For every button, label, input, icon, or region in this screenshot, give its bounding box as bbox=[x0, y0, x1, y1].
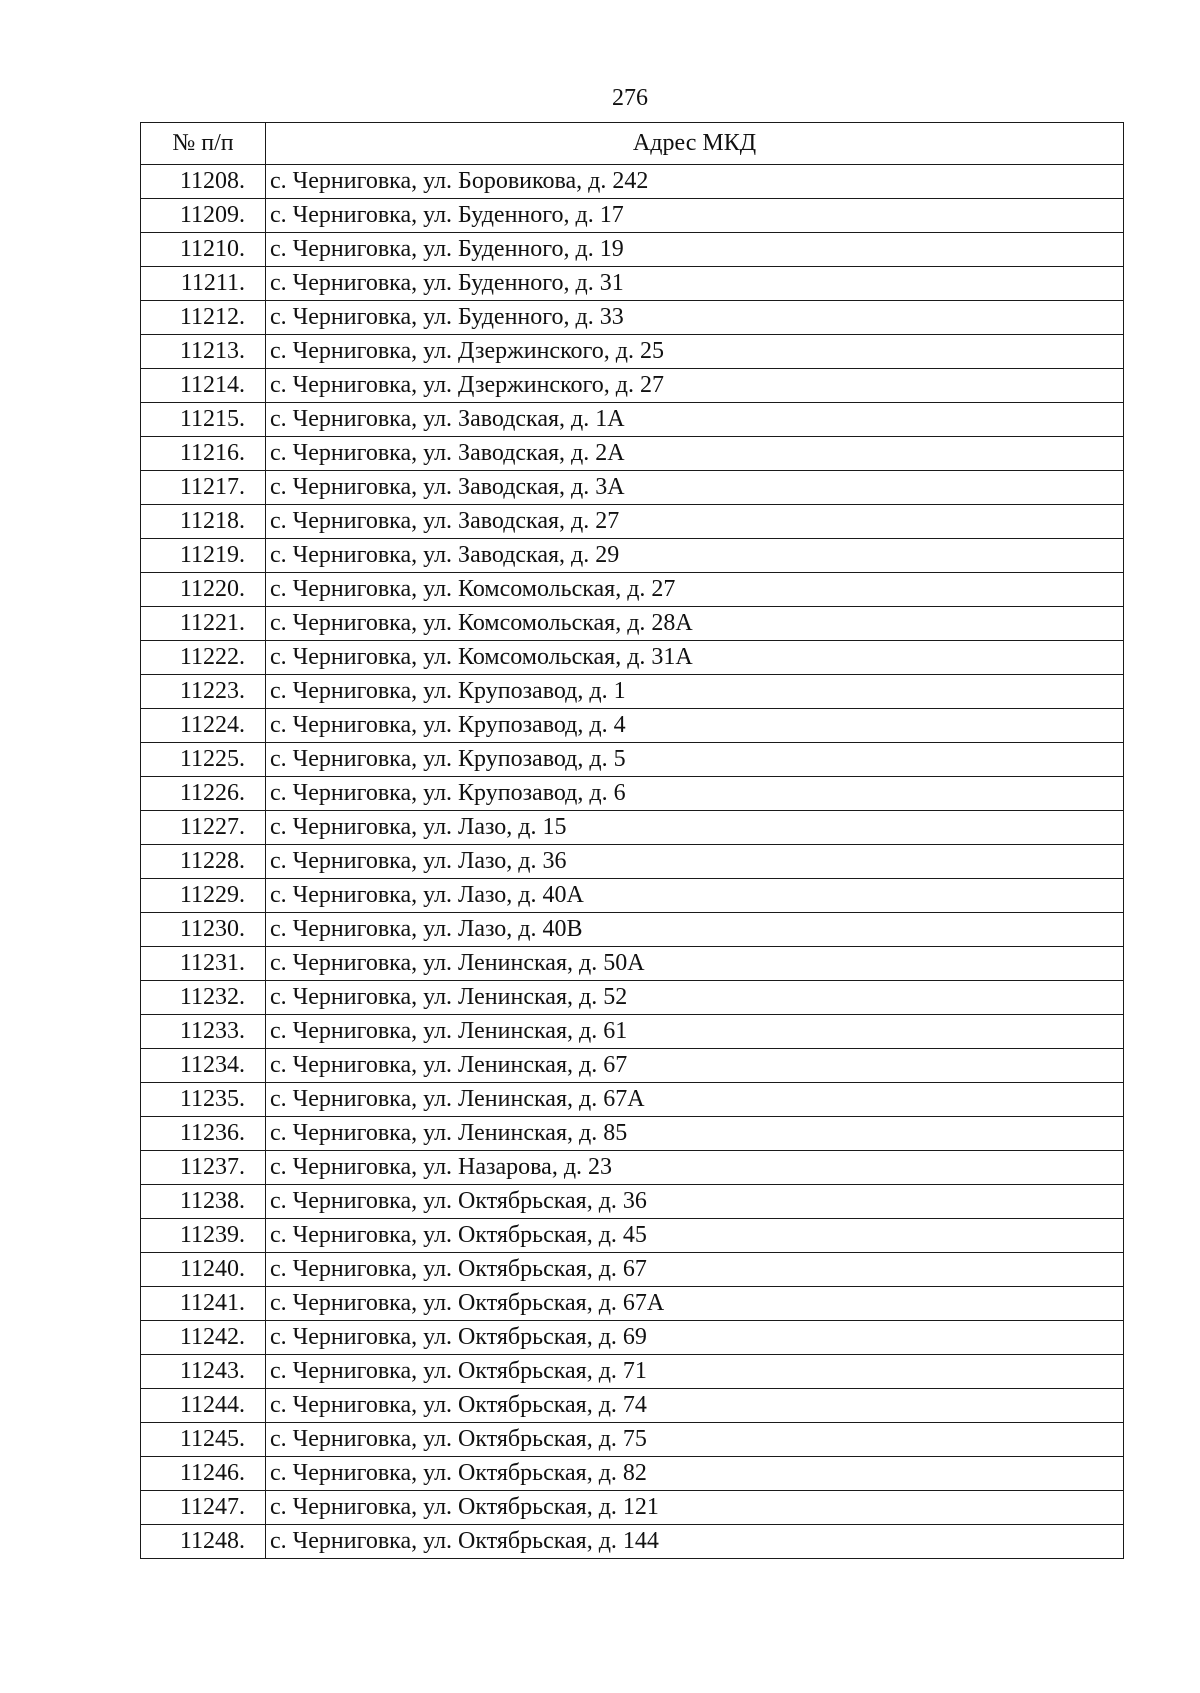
row-address: с. Черниговка, ул. Назарова, д. 23 bbox=[266, 1151, 1124, 1185]
row-number: 11216. bbox=[141, 437, 266, 471]
table-row bbox=[141, 1321, 1124, 1355]
row-number: 11241. bbox=[141, 1287, 266, 1321]
row-address: с. Черниговка, ул. Октябрьская, д. 45 bbox=[266, 1219, 1124, 1253]
table-row bbox=[141, 437, 1124, 471]
table-row bbox=[141, 267, 1124, 301]
table-row bbox=[141, 607, 1124, 641]
row-address: с. Черниговка, ул. Боровикова, д. 242 bbox=[266, 165, 1124, 199]
row-address: с. Черниговка, ул. Октябрьская, д. 67 bbox=[266, 1253, 1124, 1287]
row-address: с. Черниговка, ул. Ленинская, д. 67 bbox=[266, 1049, 1124, 1083]
row-address: с. Черниговка, ул. Дзержинского, д. 27 bbox=[266, 369, 1124, 403]
row-number: 11226. bbox=[141, 777, 266, 811]
row-number: 11219. bbox=[141, 539, 266, 573]
row-number: 11218. bbox=[141, 505, 266, 539]
table-row bbox=[141, 233, 1124, 267]
table-row bbox=[141, 369, 1124, 403]
table-row bbox=[141, 505, 1124, 539]
row-address: с. Черниговка, ул. Ленинская, д. 61 bbox=[266, 1015, 1124, 1049]
table-row bbox=[141, 743, 1124, 777]
row-number: 11245. bbox=[141, 1423, 266, 1457]
table-row bbox=[141, 811, 1124, 845]
row-address: с. Черниговка, ул. Комсомольская, д. 31А bbox=[266, 641, 1124, 675]
table-row bbox=[141, 539, 1124, 573]
row-address: с. Черниговка, ул. Заводская, д. 27 bbox=[266, 505, 1124, 539]
row-address: с. Черниговка, ул. Ленинская, д. 85 bbox=[266, 1117, 1124, 1151]
table-row bbox=[141, 1355, 1124, 1389]
row-address: с. Черниговка, ул. Крупозавод, д. 4 bbox=[266, 709, 1124, 743]
table-header-row bbox=[141, 123, 1124, 165]
row-address: с. Черниговка, ул. Октябрьская, д. 74 bbox=[266, 1389, 1124, 1423]
row-address: с. Черниговка, ул. Октябрьская, д. 69 bbox=[266, 1321, 1124, 1355]
row-number: 11222. bbox=[141, 641, 266, 675]
row-number: 11247. bbox=[141, 1491, 266, 1525]
row-number: 11208. bbox=[141, 165, 266, 199]
table-row bbox=[141, 1219, 1124, 1253]
row-number: 11227. bbox=[141, 811, 266, 845]
table-row bbox=[141, 1457, 1124, 1491]
row-number: 11217. bbox=[141, 471, 266, 505]
row-number: 11248. bbox=[141, 1525, 266, 1559]
row-number: 11212. bbox=[141, 301, 266, 335]
row-number: 11240. bbox=[141, 1253, 266, 1287]
row-number: 11246. bbox=[141, 1457, 266, 1491]
table-row bbox=[141, 1253, 1124, 1287]
row-address: с. Черниговка, ул. Буденного, д. 19 bbox=[266, 233, 1124, 267]
row-address: с. Черниговка, ул. Комсомольская, д. 27 bbox=[266, 573, 1124, 607]
table-row bbox=[141, 1083, 1124, 1117]
row-number: 11223. bbox=[141, 675, 266, 709]
row-number: 11211. bbox=[141, 267, 266, 301]
table-row bbox=[141, 777, 1124, 811]
row-address: с. Черниговка, ул. Октябрьская, д. 121 bbox=[266, 1491, 1124, 1525]
row-number: 11220. bbox=[141, 573, 266, 607]
address-table bbox=[140, 122, 1124, 1559]
table-row bbox=[141, 199, 1124, 233]
table-row bbox=[141, 403, 1124, 437]
row-address: с. Черниговка, ул. Буденного, д. 31 bbox=[266, 267, 1124, 301]
row-number: 11230. bbox=[141, 913, 266, 947]
row-number: 11213. bbox=[141, 335, 266, 369]
header-address: Адрес МКД bbox=[266, 123, 1124, 165]
table-row bbox=[141, 641, 1124, 675]
table-row bbox=[141, 1185, 1124, 1219]
row-address: с. Черниговка, ул. Октябрьская, д. 144 bbox=[266, 1525, 1124, 1559]
row-address: с. Черниговка, ул. Октябрьская, д. 75 bbox=[266, 1423, 1124, 1457]
table-row bbox=[141, 1491, 1124, 1525]
table-body bbox=[141, 165, 1124, 1559]
row-number: 11214. bbox=[141, 369, 266, 403]
row-address: с. Черниговка, ул. Ленинская, д. 52 bbox=[266, 981, 1124, 1015]
table-row bbox=[141, 879, 1124, 913]
row-number: 11210. bbox=[141, 233, 266, 267]
row-address: с. Черниговка, ул. Заводская, д. 29 bbox=[266, 539, 1124, 573]
table-row bbox=[141, 913, 1124, 947]
row-number: 11215. bbox=[141, 403, 266, 437]
row-address: с. Черниговка, ул. Комсомольская, д. 28А bbox=[266, 607, 1124, 641]
header-number: № п/п bbox=[141, 123, 266, 165]
row-number: 11244. bbox=[141, 1389, 266, 1423]
row-address: с. Черниговка, ул. Заводская, д. 3А bbox=[266, 471, 1124, 505]
row-address: с. Черниговка, ул. Заводская, д. 1А bbox=[266, 403, 1124, 437]
table-row bbox=[141, 1015, 1124, 1049]
table-row bbox=[141, 573, 1124, 607]
table-row bbox=[141, 165, 1124, 199]
row-address: с. Черниговка, ул. Лазо, д. 40А bbox=[266, 879, 1124, 913]
table-row bbox=[141, 335, 1124, 369]
row-address: с. Черниговка, ул. Лазо, д. 40В bbox=[266, 913, 1124, 947]
row-address: с. Черниговка, ул. Ленинская, д. 67А bbox=[266, 1083, 1124, 1117]
row-address: с. Черниговка, ул. Крупозавод, д. 5 bbox=[266, 743, 1124, 777]
row-number: 11243. bbox=[141, 1355, 266, 1389]
table-row bbox=[141, 1049, 1124, 1083]
table-row bbox=[141, 709, 1124, 743]
row-number: 11231. bbox=[141, 947, 266, 981]
page-number: 276 bbox=[612, 85, 648, 111]
row-address: с. Черниговка, ул. Заводская, д. 2А bbox=[266, 437, 1124, 471]
row-address: с. Черниговка, ул. Дзержинского, д. 25 bbox=[266, 335, 1124, 369]
table-row bbox=[141, 1423, 1124, 1457]
table-row bbox=[141, 1287, 1124, 1321]
row-address: с. Черниговка, ул. Буденного, д. 33 bbox=[266, 301, 1124, 335]
row-number: 11232. bbox=[141, 981, 266, 1015]
row-number: 11233. bbox=[141, 1015, 266, 1049]
row-number: 11221. bbox=[141, 607, 266, 641]
row-number: 11235. bbox=[141, 1083, 266, 1117]
row-number: 11209. bbox=[141, 199, 266, 233]
table-row bbox=[141, 981, 1124, 1015]
row-number: 11225. bbox=[141, 743, 266, 777]
table-row bbox=[141, 1117, 1124, 1151]
row-address: с. Черниговка, ул. Ленинская, д. 50А bbox=[266, 947, 1124, 981]
row-address: с. Черниговка, ул. Октябрьская, д. 71 bbox=[266, 1355, 1124, 1389]
row-number: 11229. bbox=[141, 879, 266, 913]
table-row bbox=[141, 845, 1124, 879]
row-number: 11224. bbox=[141, 709, 266, 743]
row-address: с. Черниговка, ул. Октябрьская, д. 67А bbox=[266, 1287, 1124, 1321]
row-number: 11234. bbox=[141, 1049, 266, 1083]
table-row bbox=[141, 301, 1124, 335]
table-row bbox=[141, 675, 1124, 709]
row-number: 11242. bbox=[141, 1321, 266, 1355]
row-address: с. Черниговка, ул. Октябрьская, д. 82 bbox=[266, 1457, 1124, 1491]
row-number: 11236. bbox=[141, 1117, 266, 1151]
row-address: с. Черниговка, ул. Лазо, д. 15 bbox=[266, 811, 1124, 845]
row-address: с. Черниговка, ул. Буденного, д. 17 bbox=[266, 199, 1124, 233]
table-row bbox=[141, 947, 1124, 981]
row-address: с. Черниговка, ул. Крупозавод, д. 1 bbox=[266, 675, 1124, 709]
table-row bbox=[141, 1389, 1124, 1423]
row-address: с. Черниговка, ул. Крупозавод, д. 6 bbox=[266, 777, 1124, 811]
row-address: с. Черниговка, ул. Лазо, д. 36 bbox=[266, 845, 1124, 879]
row-number: 11239. bbox=[141, 1219, 266, 1253]
table-row bbox=[141, 1525, 1124, 1559]
row-number: 11238. bbox=[141, 1185, 266, 1219]
row-number: 11237. bbox=[141, 1151, 266, 1185]
row-number: 11228. bbox=[141, 845, 266, 879]
row-address: с. Черниговка, ул. Октябрьская, д. 36 bbox=[266, 1185, 1124, 1219]
table-row bbox=[141, 1151, 1124, 1185]
table-row bbox=[141, 471, 1124, 505]
